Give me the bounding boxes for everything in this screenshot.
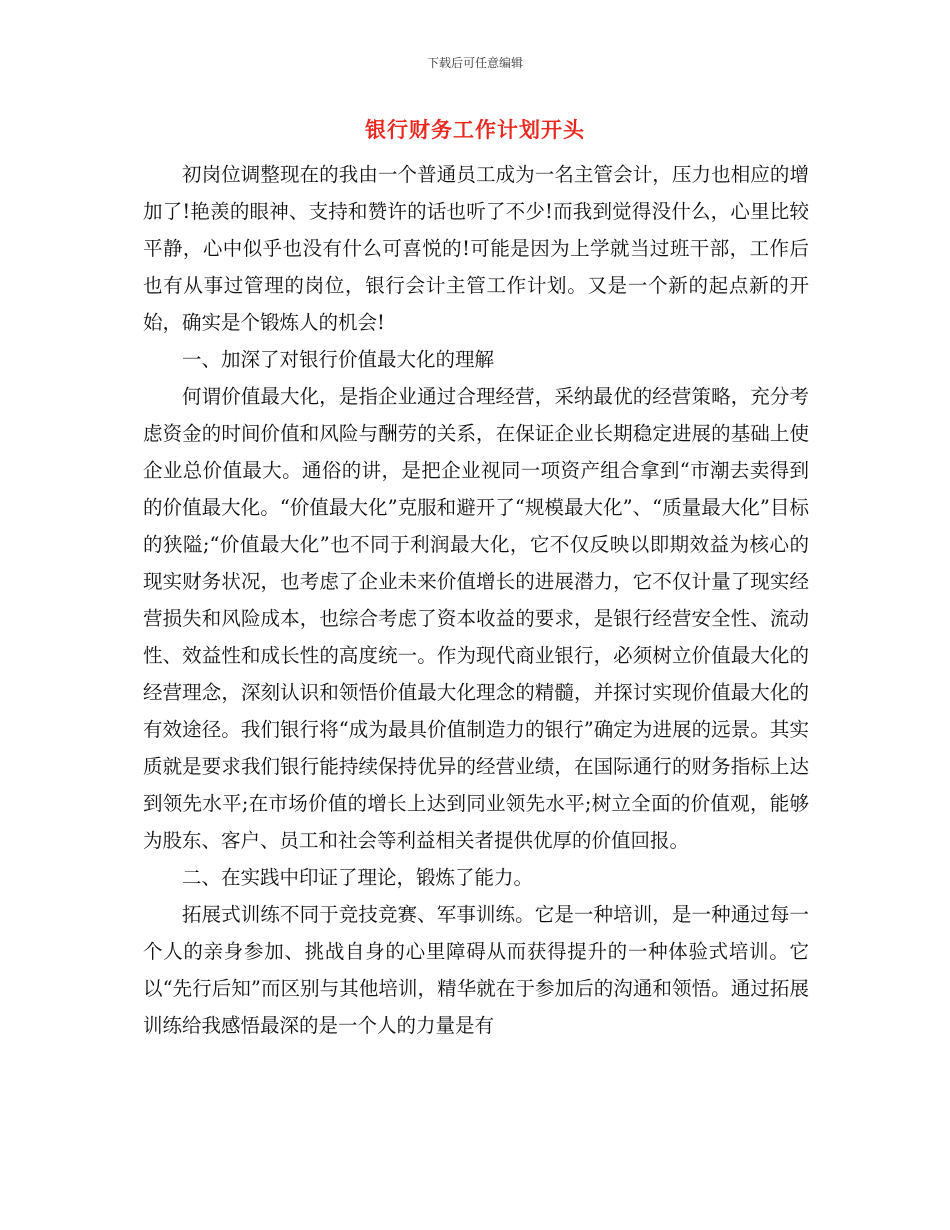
- page-header: 下载后可任意编辑: [426, 56, 523, 70]
- document-title: 银行财务工作计划开头: [365, 118, 585, 142]
- document-body: [143, 156, 809, 1044]
- paragraph-value-maximization: 何谓价值最大化，是指企业通过合理经营，采纳最优的经营策略，充分考虑资金的时间价值和风险与酬劳的关系，在保证企业长期稳定进展的基础上使企业总价值最大。通俗的讲，是把企业视同一项资产组合拿到“市潮去卖得到的价值最大化。“价值最大化”克服和避开了“规模最大化”、“质量最大化”目标的狭隘;“价值最大化”也不同于利润最大化，它不仅反映以即期效益为核心的现实财务状况，也考虑了企业未来价值增长的进展潜力，它不仅计量了现实经营损失和风险成本，也综合考虑了资本收益的要求，是银行经营安全性、流动性、效益性和成长性的高度统一。作为现代商业银行，必须树立价值最大化的经营理念，深刻认识和领悟价值最大化理念的精髓，并探讨实现价值最大化的有效途径。我们银行将“成为最具价值制造力的银行”确定为进展的远景。其实质就是要求我们银行能持续保持优异的经营业绩，在国际通行的财务指标上达到领先水平;在市场价值的增长上达到同业领先水平;树立全面的价值观，能够为股东、客户、员工和社会等利益相关者提供优厚的价值回报。: [143, 385, 809, 852]
- paragraph-training: 拓展式训练不同于竞技竞赛、军事训练。它是一种培训，是一种通过每一个人的亲身参加、挑战自身的心里障碍从而获得提升的一种体验式培训。它以“先行后知”而区别与其他培训，精华就在于参加后的沟通和领悟。通过拓展训练给我感悟最深的是一个人的力量是有: [143, 903, 809, 1037]
- section-heading-1: 一、加深了对银行价值最大化的理解: [182, 348, 495, 371]
- section-heading-2: 二、在实践中印证了理论，锻炼了能力。: [182, 866, 534, 889]
- paragraph-intro: 初岗位调整现在的我由一个普通员工成为一名主管会计，压力也相应的增加了!艳羡的眼神、支持和赞许的话也听了不少!而我到觉得没什么，心里比较平静，心中似乎也没有什么可喜悦的!可能是因为上学就当过班干部，工作后也有从事过管理的岗位，银行会计主管工作计划。又是一个新的起点新的开始，确实是个锻炼人的机会!: [143, 163, 809, 334]
